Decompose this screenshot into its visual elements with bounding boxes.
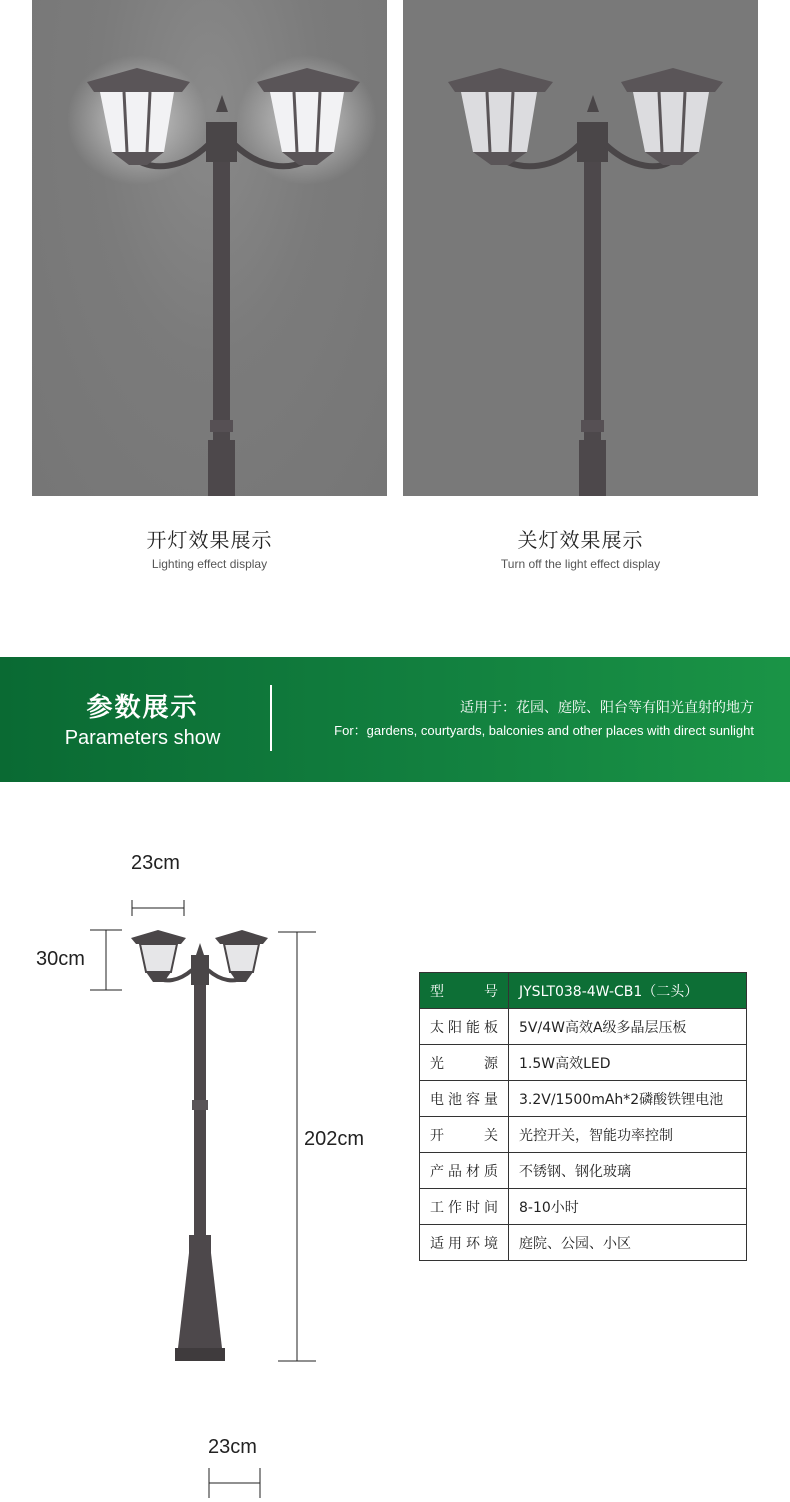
dim-total-height: 202cm xyxy=(304,1128,365,1150)
spec-row xyxy=(420,1009,747,1045)
caption-en: Turn off the light effect display xyxy=(500,557,661,571)
spec-key: 太阳能板 xyxy=(420,1009,509,1045)
caption-en: Lighting effect display xyxy=(151,557,268,571)
caption-cn: 关灯效果展示 xyxy=(517,528,644,552)
spec-key: 产品材质 xyxy=(420,1153,509,1189)
spec-row xyxy=(420,1081,747,1117)
spec-key: 适用环境 xyxy=(420,1225,509,1261)
spec-value: 3.2V/1500mAh*2磷酸铁锂电池 xyxy=(509,1081,747,1117)
banner-divider xyxy=(270,685,272,751)
spec-key: 工作时间 xyxy=(420,1189,509,1225)
spec-row xyxy=(420,1117,747,1153)
lamp-illustration-on xyxy=(32,0,387,496)
spec-row xyxy=(420,1225,747,1261)
spec-value: JYSLT038-4W-CB1（二头） xyxy=(509,973,747,1009)
banner-subtitle-cn: 适用于：花园、庭院、阳台等有阳光直射的地方 xyxy=(460,700,754,716)
spec-value: 8-10小时 xyxy=(509,1189,747,1225)
spec-row xyxy=(420,1189,747,1225)
spec-table xyxy=(419,972,747,1261)
lamp-silhouette xyxy=(131,930,268,1361)
dim-head-width: 23cm xyxy=(131,852,180,874)
caption-lighting-off xyxy=(403,524,758,571)
spec-value: 不锈钢、钢化玻璃 xyxy=(509,1153,747,1189)
spec-key: 电池容量 xyxy=(420,1081,509,1117)
spec-row xyxy=(420,1045,747,1081)
dim-head-height: 30cm xyxy=(36,948,85,970)
parameters-banner xyxy=(0,657,790,782)
banner-subtitle-en: For：gardens, courtyards, balconies and other places with direct sunlight xyxy=(334,723,754,738)
spec-key: 型号 xyxy=(420,973,509,1009)
caption-lighting-on xyxy=(32,524,387,571)
lamp-illustration-off xyxy=(403,0,758,496)
spec-value: 庭院、公园、小区 xyxy=(509,1225,747,1261)
lamp-photo-on xyxy=(32,0,387,496)
spec-key: 开关 xyxy=(420,1117,509,1153)
spec-value: 光控开关，智能功率控制 xyxy=(509,1117,747,1153)
caption-cn: 开灯效果展示 xyxy=(146,528,273,552)
spec-value: 1.5W高效LED xyxy=(509,1045,747,1081)
spec-row xyxy=(420,1153,747,1189)
spec-key: 光源 xyxy=(420,1045,509,1081)
banner-title-cn: 参数展示 xyxy=(86,693,199,723)
lamp-photo-off xyxy=(403,0,758,496)
spec-table-body xyxy=(420,973,747,1261)
spec-header-row xyxy=(420,973,747,1009)
spec-value: 5V/4W高效A级多晶层压板 xyxy=(509,1009,747,1045)
dim-base-width: 23cm xyxy=(208,1436,257,1458)
banner-title-en: Parameters show xyxy=(64,727,221,749)
